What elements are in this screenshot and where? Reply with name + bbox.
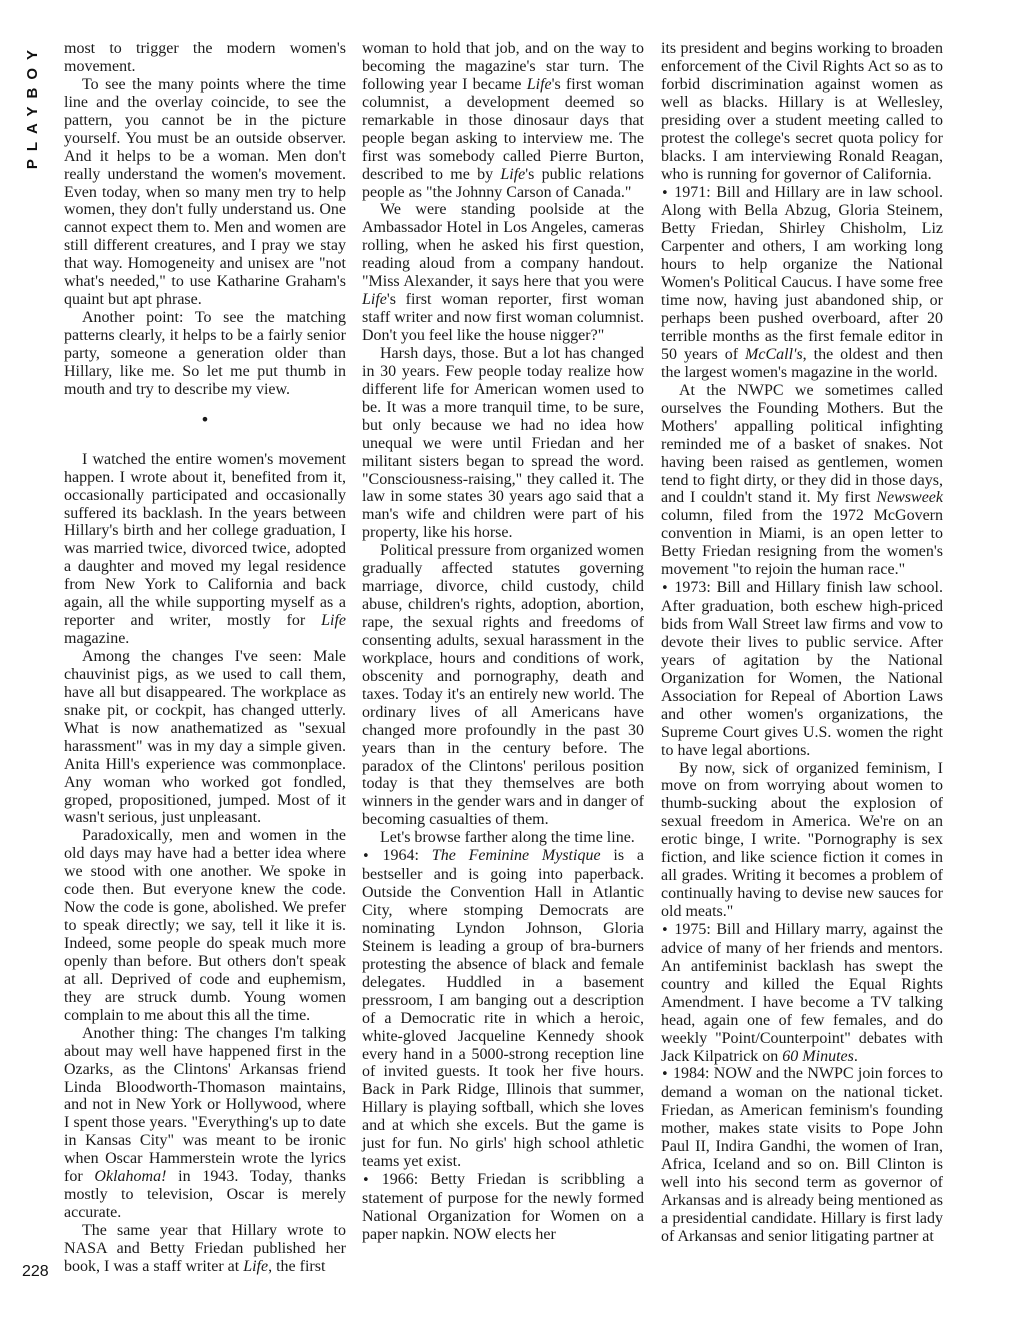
article-paragraph [64,648,346,827]
timeline-bullet: • [661,922,669,938]
timeline-bullet: • [362,1173,370,1189]
paragraph-text: The same year that Hillary wrote to NASA and Betty Friedan published her book, I was a staff writer at [64,1222,346,1275]
italic-title-text: Oklahoma! [94,1168,167,1186]
paragraph-text: woman to hold that job, and on the way to becoming the magazine's star turn. The following year I became [362,40,644,93]
timeline-bullet: • [661,185,669,201]
paragraph-text: Harsh days, those. But a lot has changed in 30 years. Few people today realize how different life for American women used to be. It was a more tranquil time, to be sure, but only because we had no idea how unequal we were until Friedan and her militant sisters began to spread the word. "Consciousness-raising," they called it. The law in some states 30 years ago said that a man's wife and children were part of his property, like his horse. [362,344,644,542]
timeline-bullet: • [661,581,669,597]
timeline-bullet: • [362,849,370,865]
paragraph-text: Let's browse farther along the time line. [380,829,635,847]
italic-title-text: Life [243,1257,269,1275]
article-paragraph [64,451,346,648]
article-paragraph [661,184,943,382]
article-paragraph [362,829,644,847]
paragraph-text: is a bestseller and is going into paperback. Outside the Convention Hall in Atlantic City, where stomping Democrats are nominating Lyndon Johnson, Gloria Steinem is leading a group of bra-burners protesting the absence of black and female delegates. Huddled in a basement pressroom, I am banging out a description of a Democratic rite in which a heroic, white-gloved Jacqueline Kennedy shook every hand in a 5000-strong reception line of invited guests. It took her five hours. Back in Park Ridge, Illinois that summer, Hillary is playing softball, which she loves and at which she excels. But the game is just for fun. No girls' high school athletic teams yet exist. [362,847,644,1171]
article-paragraph [661,921,943,1066]
article-column-2 [362,40,644,1244]
magazine-label: PLAYBOY [24,42,41,170]
article-paragraph [64,827,346,1024]
timeline-bullet: • [661,1067,669,1083]
article-paragraph [64,40,346,76]
article-paragraph [362,345,644,542]
article-paragraph [64,1222,346,1276]
article-paragraph [362,201,644,345]
paragraph-text: 's first woman reporter, first woman staff writer and now first woman columnist. Don't you feel like the house nigger?" [362,291,644,344]
article-paragraph [362,847,644,1171]
article-column-1 [64,40,346,1276]
italic-title-text: Life [526,75,552,93]
article-paragraph [362,542,644,829]
article-paragraph [661,40,943,184]
paragraph-text: column, filed from the 1972 McGovern convention in Miami, is an open letter to Betty Friedan resigning from the women's movement "to rejoin the human race." [661,507,943,579]
italic-title-text: 60 Minutes [782,1047,854,1065]
italic-title-text: The Feminine Mystique [431,847,601,865]
paragraph-text: Political pressure from organized women gradually affected statutes governing marriage, divorce, child custody, child abuse, children's rights, adoption, abortion, rape, the sexual rights and freedoms of consenting adults, sexual harassment in the workplace, hours and conditions of work, obscenity and pornography, death and taxes. Today it's an entirely new world. The ordinary lives of all Americans have changed more profoundly in the past 30 years than in the century before. The paradox of the Clintons' perilous position today is that they themselves are both winners in the gender wars and in danger of becoming casualties of them. [362,542,644,829]
italic-title-text: McCall's [745,345,803,363]
paragraph-text: 1975: Bill and Hillary marry, against the advice of many of her friends and mentors. An antifeminist backlash has swept the country and killed the Equal Rights Amendment. I have become a TV talking head, again one of few females, and do weekly "Point/Counterpoint" debates with Jack Kilpatrick on [661,920,944,1065]
paragraph-text: 1984: NOW and the NWPC join forces to demand a woman on the national ticket. Friedan, as American feminism's founding mother, makes state visits to Pope John Paul II, Indira Gandhi, the women of Iran, Africa, Iceland and so on. Bill Clinton is well into his second term as governor of Arkansas and is already being mentioned as a presidential candidate. Hillary is first lady of Arkansas and senior litigating partner at [661,1065,944,1245]
paragraph-text: 1973: Bill and Hillary finish law school. After graduation, both eschew high-priced bids from Wall Street law firms and vow to devote their lives to public service. After years of agitation by the National Organization for Women, the National Association for Repeal of Abortion Laws and other women's organizations, the Supreme Court gives U.S. women the right to have legal abortions. [661,579,943,759]
article-column-3 [661,40,943,1246]
paragraph-text: magazine. [64,630,130,648]
paragraph-text: 1964: [382,847,432,865]
paragraph-text: its president and begins working to broaden enforcement of the Civil Rights Act so as to forbid discrimination against women as well as blacks. Hillary is at Wellesley, presiding over a student meeting called to protest the college's secret quota policy for blacks. I am interviewing Ronald Reagan, who is running for governor of California. [661,40,943,183]
paragraph-text: , the oldest and then the largest women's magazine in the world. [661,345,943,381]
paragraph-text: We were standing poolside at the Ambassador Hotel in Los Angeles, cameras rolling, when he asked his first question, reading aloud from a company handout. "Miss Alexander, it says here that you were [362,201,644,291]
paragraph-text: , the first [268,1257,326,1275]
paragraph-text: in 1943. Today, thanks mostly to television, Oscar is merely accurate. [64,1168,347,1222]
paragraph-text: At the NWPC we sometimes called ourselves the Founding Mothers. But the Mothers' appalling political infighting reminded me of a basket of snakes. Not having been raised as gentlemen, women tend to fight dirty, or they did in those days, and I couldn't stand it. My first [661,381,943,507]
paragraph-text: I watched the entire women's movement happen. I wrote about it, benefited from it, occasionally participated and occasionally suffered its backlash. In the years between Hillary's birth and her college graduation, I was married twice, divorced twice, adopted a daughter and moved my legal residence from New York to California and back again, all the while supporting myself as a reporter and writer, mostly for [64,450,346,630]
paragraph-text: 's first woman columnist, a development deemed so remarkable in those dinosaur days that people began asking to interview me. The first was somebody called Pierre Burton, described to me by [362,75,645,183]
article-paragraph [64,1025,346,1222]
paragraph-text: 's public relations people as "the Johnny Carson of Canada." [362,165,644,201]
paragraph-text: Another thing: The changes I'm talking about may well have happened first in the Ozarks, as the Clintons' Arkansas friend Linda Bloodworth-Thomason maintains, and not in New York or Hollywood, where I spent those years. "Everything's up to date in Kansas City" was meant to be ironic when Oscar Hammerstein wrote the lyrics for [64,1024,346,1186]
paragraph-text: Another point: To see the matching patterns clearly, it helps to be a fairly senior party, someone a generation older than Hillary, like me. So let me put thumb in mouth and try to describe my view. [64,309,346,398]
italic-title-text: Life [362,291,387,309]
article-paragraph [64,309,346,399]
paragraph-text: most to trigger the modern women's movement. [64,40,346,75]
article-paragraph [362,1171,644,1244]
italic-title-text: Life [500,165,526,183]
paragraph-text: . [853,1047,858,1065]
article-paragraph [64,76,346,309]
paragraph-text: Among the changes I've seen: Male chauvinist pigs, as we used to call them, have all but disappeared. The workplace as snake pit, or cockpit, has changed utterly. What is now anathematized as "sexual harassment" was in my day a simple given. Anita Hill's experience was commonplace. Any woman who worked got fondled, groped, propositioned, jumped. Most of it wasn't serious, just unpleasant. [64,648,346,827]
paragraph-text: To see the many points where the time line and the overlay coincide, to see the pattern, you cannot be in the picture yourself. You must be an outside observer. And it helps to be a woman. Men don't really understand the women's movement. Even today, when so many men try to help women, they don't fully understand us. One cannot expect them to. Men and women are still different creatures, and I pray we stay that way. Homogeneity and unisex are "not what's needed," to use Katharine Graham's quaint but apt phrase. [64,75,346,309]
section-divider-dot: • [200,409,210,429]
page-number: 228 [22,1263,49,1280]
article-paragraph [661,760,943,921]
article-paragraph [661,579,943,759]
article-paragraph [362,40,644,201]
paragraph-text: Paradoxically, men and women in the old days may have had a better idea where we stood with one another. We spoke in code then. But everyone knew the code. Now the code is gone, abolished. We prefer to speak directly; we say, tell it like it is. Indeed, some people do speak much more openly than before. But others don't speak at all. Deprived of code and euphemism, they are struck dumb. Young women complain to me about this all the time. [64,827,346,1024]
article-paragraph [661,1065,943,1245]
italic-title-text: Newsweek [876,489,943,507]
paragraph-text: 1966: Betty Friedan is scribbling a statement of purpose for the newly formed National Organization for Women on a paper napkin. NOW elects her [362,1171,645,1243]
article-paragraph [661,382,943,579]
paragraph-text: 1971: Bill and Hillary are in law school. Along with Bella Abzug, Gloria Steinem, Betty Friedan, Shirley Chisholm, Liz Carpenter and others, I am working long hours to help organize the National Women's Political Caucus. I have some free time now, having just abandoned ship, or perhaps been pushed overboard, after 20 terrible months as the first female editor in 50 years of [661,183,943,363]
paragraph-text: By now, sick of organized feminism, I move on from worrying about women to thumb-sucking about the explosion of sexual freedom in America. We're on an erotic binge, I write. "Pornography is sex fiction, and like science fiction it comes in all grades. Writing it becomes a problem of continually having to devise new sauces for old meats." [661,759,943,920]
italic-title-text: Life [321,612,346,630]
